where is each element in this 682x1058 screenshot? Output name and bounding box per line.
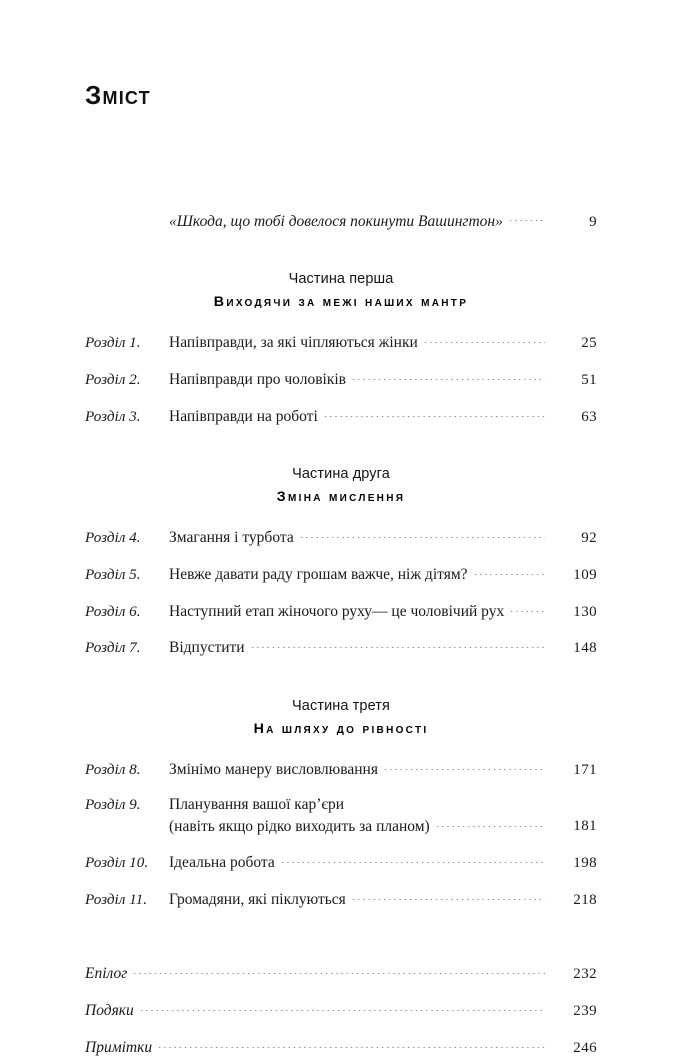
page-number: 232 [573,966,597,983]
dot-leader [351,888,545,904]
page-number: 63 [581,408,597,425]
entry-title: Подяки [85,1001,134,1019]
toc-entry-chapter-6[interactable] [85,600,597,622]
toc-entry-epilogue[interactable] [85,963,597,985]
part-heading-3 [85,698,597,737]
toc-entry-chapter-4[interactable] [85,527,597,549]
part-title: На шляху до рівності [253,720,429,737]
chapter-title: Ідеальна робота [169,853,275,871]
dot-leader [323,405,545,421]
chapter-label: Розділ 10. [85,853,149,871]
toc-entry-acknowledgements[interactable] [85,999,597,1021]
entry-main [169,600,551,621]
chapter-title-line-2-row [169,815,551,836]
page-title: Зміст [85,80,151,110]
dot-leader [423,332,545,348]
part-label: Частина перша [288,270,394,287]
entry-main [169,405,551,426]
spacer [85,310,597,332]
entry-main [85,963,551,984]
chapter-label: Розділ 3. [85,407,141,425]
dot-leader [139,999,545,1015]
toc-entry-chapter-9[interactable] [85,795,597,836]
chapter-label: Розділ 7. [85,639,141,657]
chapter-title: Напівправди про чоловіків [169,370,346,388]
toc-entry-notes[interactable] [85,1036,597,1058]
entry-main [85,1036,551,1057]
page-number: 130 [573,603,597,620]
part-label: Частина третя [292,697,390,714]
toc-entry-front-matter[interactable] [85,210,597,232]
chapter-title: Відпустити [169,639,245,657]
toc-entry-chapter-5[interactable] [85,563,597,585]
spacer [85,925,597,963]
toc-entry-chapter-8[interactable] [85,759,597,781]
entry-main [169,795,551,836]
page-number: 25 [581,335,597,352]
entry-main [169,332,551,353]
page-number: 218 [573,891,597,908]
chapter-title: Невже давати раду грошам важче, ніж дітям? [169,565,468,583]
dot-leader [508,210,545,226]
spacer [85,247,597,271]
entry-title: Епілог [85,965,128,983]
entry-title: «Шкода, що тобі довелося покинути Вашингтон» [169,212,503,230]
entry-main [169,759,551,780]
toc-entry-chapter-2[interactable] [85,368,597,390]
part-heading-2 [85,466,597,505]
spacer [85,442,597,466]
entry-main [169,851,551,872]
chapter-title: Напівправди, за які чіпляються жінки [169,334,418,352]
dot-leader [299,527,545,543]
page-number: 109 [573,566,597,583]
chapter-label: Розділ 6. [85,602,141,620]
part-label: Частина друга [292,465,390,482]
entry-main [169,527,551,548]
page-number: 171 [573,762,597,778]
chapter-label: Розділ 8. [85,761,141,778]
page-number: 198 [573,854,597,871]
page-number: 239 [573,1002,597,1019]
chapter-label: Розділ 9. [85,796,141,814]
chapter-label: Розділ 1. [85,334,141,352]
dot-leader [435,815,545,831]
chapter-title: Змагання і турбота [169,529,294,547]
chapter-title: Напівправди на роботі [169,407,318,425]
toc-entries-container [85,210,597,1058]
entry-main [169,563,551,584]
toc-entry-chapter-7[interactable] [85,637,597,659]
page-number: 246 [573,1039,597,1056]
entry-main [169,368,551,389]
chapter-label: Розділ 5. [85,565,141,583]
spacer [85,674,597,698]
toc-entry-chapter-3[interactable] [85,405,597,427]
page-number: 51 [581,371,597,388]
toc-entry-chapter-10[interactable] [85,851,597,873]
chapter-label: Розділ 2. [85,370,141,388]
part-title: Зміна мислення [276,488,406,505]
dot-leader [132,963,545,979]
dot-leader [157,1036,545,1052]
part-title: Виходячи за межі наших мантр [213,293,469,310]
spacer [85,505,597,527]
page-number: 9 [589,213,597,230]
entry-title: Примітки [85,1038,153,1056]
chapter-label: Розділ 11. [85,890,148,908]
toc-entry-chapter-1[interactable] [85,332,597,354]
chapter-title: Громадяни, які піклуються [169,890,346,908]
chapter-title-line-1: Планування вашої кар’єри [169,796,345,814]
dot-leader [351,368,545,384]
dot-leader [473,563,545,579]
chapter-title-line-2: (навіть якщо рідко виходить за планом) [169,817,430,835]
chapter-label: Розділ 4. [85,529,141,547]
toc-entry-chapter-11[interactable] [85,888,597,910]
entry-main [169,210,551,231]
chapter-title: Змінімо манеру висловлювання [169,761,378,778]
dot-leader [509,600,545,616]
part-heading-1 [85,271,597,310]
page-number: 181 [573,818,597,835]
entry-main [169,637,551,658]
spacer [85,737,597,759]
dot-leader [383,759,545,775]
page-number: 92 [581,530,597,547]
dot-leader [250,637,545,653]
chapter-title: Наступний етап жіночого руху— це чоловічий рух [169,602,505,620]
dot-leader [280,851,545,867]
entry-main [169,888,551,909]
page-number: 148 [573,640,597,657]
entry-main [85,999,551,1020]
